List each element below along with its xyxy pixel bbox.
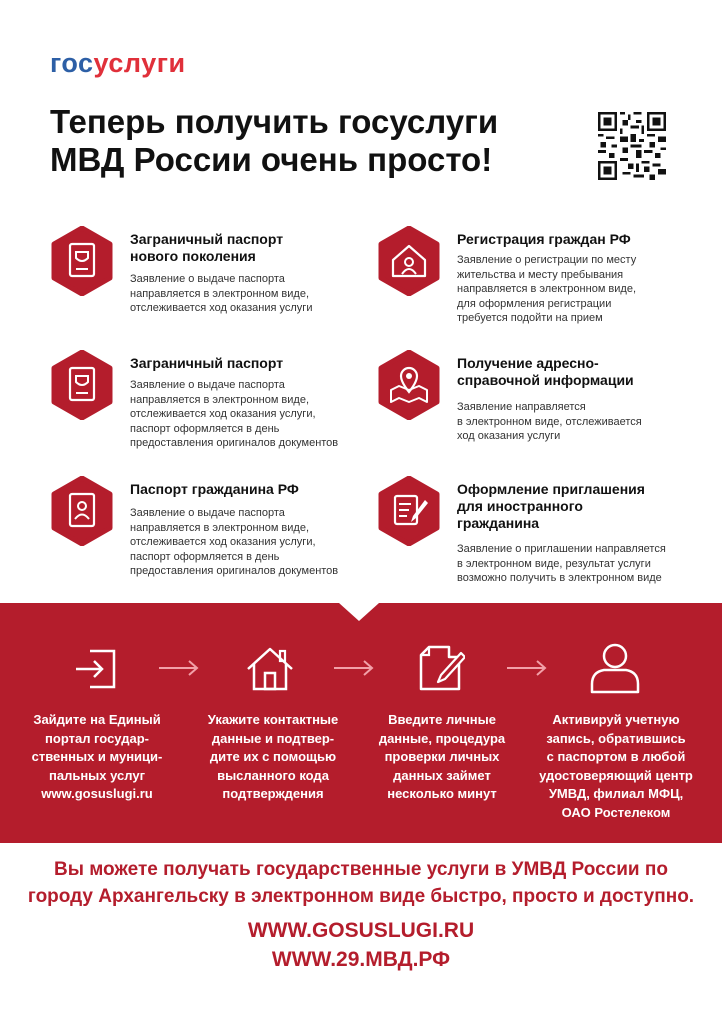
step-text-line: данные и подтвер- bbox=[211, 730, 335, 746]
step-text-line: Активируй учетную bbox=[552, 712, 680, 727]
service-desc-line: ход оказания услуги bbox=[457, 430, 561, 442]
page-title-line-1: Теперь получить госуслуги bbox=[50, 103, 499, 140]
step-4-text bbox=[527, 711, 705, 822]
logo-part-gos: гос bbox=[50, 48, 94, 78]
service-title bbox=[457, 355, 634, 389]
step-2-text bbox=[193, 711, 353, 804]
step-text-line: Укажите контактные bbox=[207, 712, 339, 727]
service-description bbox=[130, 506, 338, 579]
step-3-text bbox=[367, 711, 517, 804]
service-title bbox=[130, 355, 283, 372]
home-person-icon bbox=[377, 226, 441, 296]
service-title bbox=[130, 231, 283, 265]
step-text-line: пальных услуг bbox=[49, 767, 145, 783]
service-desc-line: направляется в электронном виде, bbox=[130, 521, 310, 534]
arrow-right-icon bbox=[505, 658, 549, 678]
step-text-line: удостоверяющий центр bbox=[539, 767, 693, 783]
service-desc-line: Заявление о выдаче паспорта bbox=[130, 273, 285, 285]
service-desc-line: паспорт оформляется в день bbox=[130, 550, 280, 563]
step-text-line: УМВД, филиал МФЦ, bbox=[548, 786, 684, 801]
service-title-line: Заграничный паспорт bbox=[130, 231, 284, 247]
footer-message bbox=[20, 856, 702, 910]
service-desc-line: направляется в электронном виде, bbox=[130, 393, 310, 406]
service-desc-line: предоставления оригиналов документов bbox=[130, 437, 339, 449]
service-title-line: для иностранного bbox=[457, 498, 583, 514]
footer-message-line: городу Архангельску в электронном виде быстро, просто и доступно. bbox=[27, 886, 695, 907]
service-desc-line: предоставления оригиналов документов bbox=[130, 565, 339, 577]
service-description bbox=[457, 400, 642, 444]
service-description bbox=[457, 253, 636, 326]
service-desc-line: Заявление о регистрации по месту bbox=[457, 254, 637, 266]
step-text-line: www.gosuslugi.ru bbox=[41, 786, 153, 801]
service-title bbox=[457, 231, 631, 248]
step-1-text bbox=[22, 711, 172, 804]
service-item-rf-passport bbox=[50, 476, 370, 586]
service-title-line: гражданина bbox=[457, 515, 540, 531]
band-notch bbox=[339, 603, 379, 621]
edit-document-icon bbox=[415, 643, 465, 693]
page-title bbox=[50, 103, 498, 179]
service-desc-line: Заявление направляется bbox=[457, 401, 586, 413]
step-text-line: дите их с помощью bbox=[209, 749, 337, 764]
service-item-invitation bbox=[377, 476, 712, 588]
step-text-line: запись, обратившись bbox=[546, 730, 686, 746]
gosuslugi-logo bbox=[50, 48, 186, 79]
service-desc-line: паспорт оформляется в день bbox=[130, 422, 280, 435]
step-text-line: данных займет bbox=[393, 767, 491, 783]
service-title bbox=[457, 481, 645, 532]
document-edit-icon bbox=[377, 476, 441, 546]
step-text-line: подтверждения bbox=[222, 786, 324, 801]
service-item-foreign-passport-new bbox=[50, 226, 350, 326]
service-description bbox=[130, 378, 338, 451]
service-desc-line: отслеживается ход оказания услуги, bbox=[130, 408, 316, 420]
home-icon bbox=[244, 643, 296, 693]
service-desc-line: отслеживается ход оказания услуги, bbox=[130, 536, 316, 548]
service-desc-line: направляется в электронном виде, bbox=[130, 287, 310, 300]
service-title-line: Регистрация граждан РФ bbox=[457, 231, 631, 247]
page-title-line-2: МВД России очень просто! bbox=[50, 141, 493, 178]
service-desc-line: Заявление о выдаче паспорта bbox=[130, 507, 285, 519]
service-title bbox=[130, 481, 299, 498]
user-icon bbox=[588, 640, 642, 694]
step-text-line: проверки личных bbox=[384, 749, 500, 764]
arrow-right-icon bbox=[332, 658, 376, 678]
step-text-line: Зайдите на Единый bbox=[33, 712, 161, 727]
mvd-link[interactable]: WWW.29.МВД.РФ bbox=[271, 948, 451, 971]
service-desc-line: в электронном виде, результат услуги bbox=[457, 557, 651, 570]
service-desc-line: в электронном виде, отслеживается bbox=[457, 415, 642, 428]
service-item-address-info bbox=[377, 350, 707, 450]
service-description bbox=[457, 542, 666, 586]
step-text-line: данные, процедура bbox=[378, 730, 506, 746]
service-desc-line: требуется подойти на прием bbox=[457, 312, 603, 324]
step-text-line: высланного кода bbox=[217, 767, 329, 783]
service-desc-line: Заявление о выдаче паспорта bbox=[130, 379, 285, 391]
qr-code-icon bbox=[598, 112, 666, 180]
service-desc-line: направляется в электронном виде, bbox=[457, 283, 637, 295]
service-item-registration bbox=[377, 226, 707, 336]
service-desc-line: возможно получить в электронном виде bbox=[457, 572, 662, 584]
service-desc-line: отслеживается ход оказания услуги bbox=[130, 302, 313, 314]
step-text-line: портал государ- bbox=[45, 730, 149, 746]
service-title-line: Оформление приглашения bbox=[457, 481, 645, 497]
step-text-line: с паспортом в любой bbox=[546, 749, 686, 764]
footer-message-line: Вы можете получать государственные услуги в УМВД России по bbox=[54, 859, 668, 880]
service-title-line: Получение адресно- bbox=[457, 355, 599, 371]
service-title-line: справочной информации bbox=[457, 372, 634, 388]
service-description bbox=[130, 272, 312, 316]
service-desc-line: жительства и месту пребывания bbox=[457, 268, 624, 281]
service-title-line: Паспорт гражданина РФ bbox=[130, 481, 299, 497]
step-text-line: ОАО Ростелеком bbox=[561, 804, 671, 820]
service-item-foreign-passport bbox=[50, 350, 370, 460]
step-text-line: несколько минут bbox=[387, 786, 497, 801]
login-icon bbox=[72, 645, 120, 693]
service-desc-line: Заявление о приглашении направляется bbox=[457, 543, 666, 555]
step-text-line: Введите личные bbox=[388, 712, 496, 727]
step-text-line: ственных и муници- bbox=[31, 749, 163, 764]
map-pin-icon bbox=[377, 350, 441, 420]
service-desc-line: для оформления регистрации bbox=[457, 297, 612, 310]
service-title-line: Заграничный паспорт bbox=[130, 355, 284, 371]
gosuslugi-link[interactable]: WWW.GOSUSLUGI.RU bbox=[247, 919, 475, 942]
passport-icon bbox=[50, 226, 114, 296]
service-title-line: нового поколения bbox=[130, 248, 256, 264]
logo-part-uslugi: услуги bbox=[93, 48, 186, 78]
id-passport-icon bbox=[50, 476, 114, 546]
arrow-right-icon bbox=[157, 658, 201, 678]
passport-icon bbox=[50, 350, 114, 420]
